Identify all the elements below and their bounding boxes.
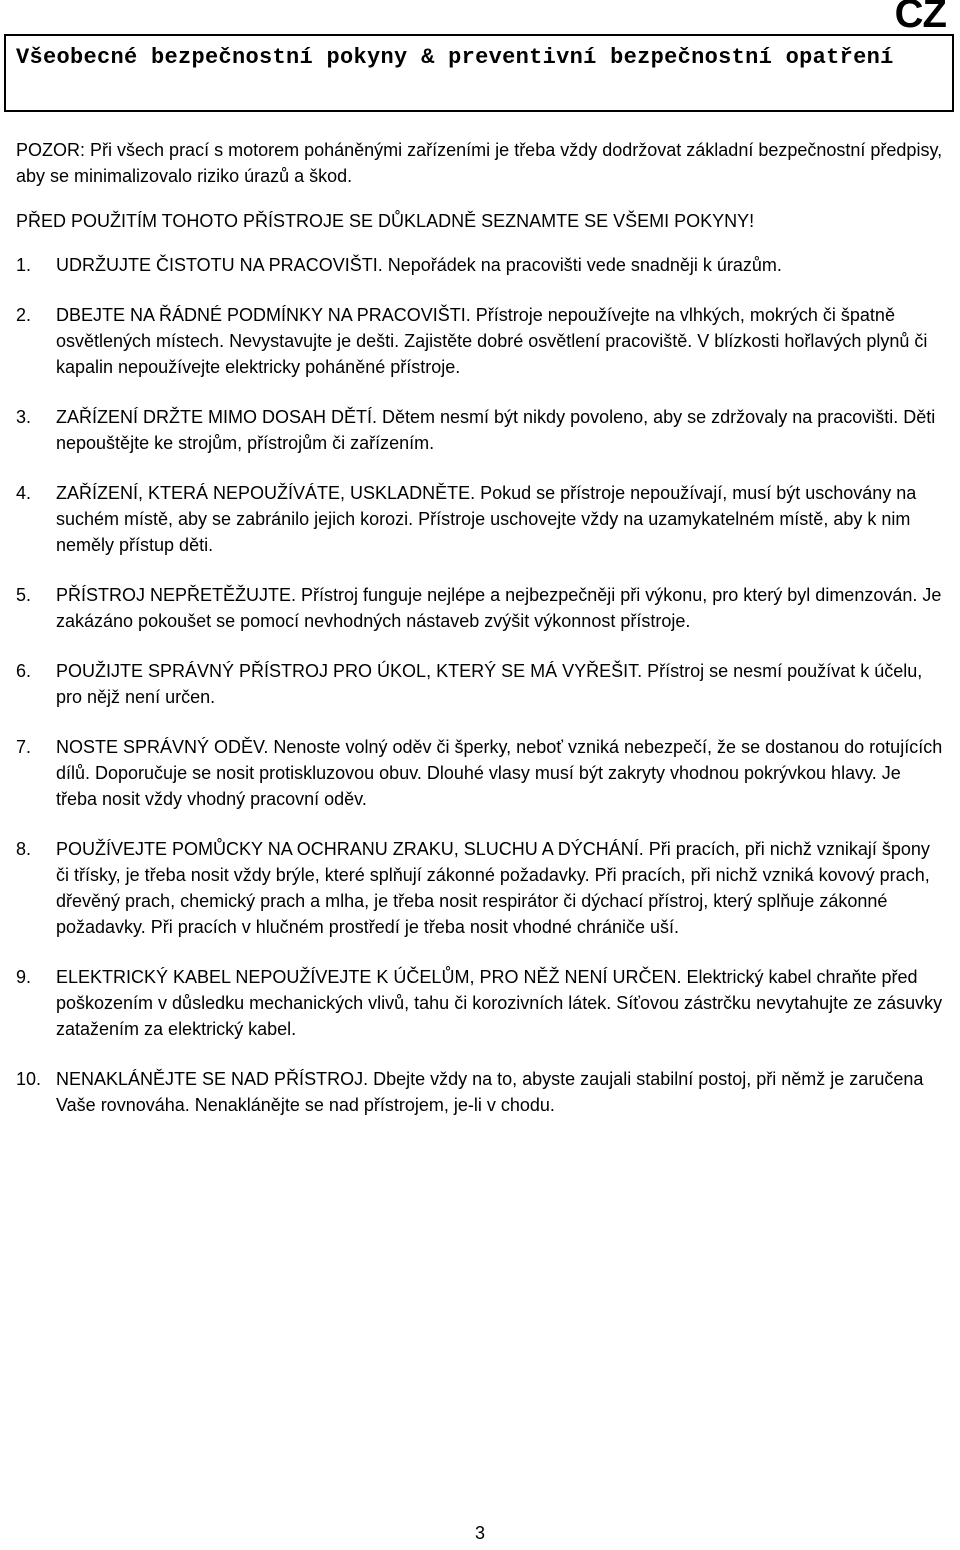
document-body xyxy=(16,137,944,1142)
language-code: CZ xyxy=(894,0,946,36)
document-title: Všeobecné bezpečnostní pokyny & preventivní bezpečnostní opatření xyxy=(16,45,894,70)
safety-rule xyxy=(16,582,944,634)
rule-text: POUŽIJTE SPRÁVNÝ PŘÍSTROJ PRO ÚKOL, KTERÝ SE MÁ VYŘEŠIT. Přístroj se nesmí používat k účelu, pro nějž není určen. xyxy=(56,661,923,707)
rule-number: 5. xyxy=(16,585,32,605)
rule-text: NENAKLÁNĚJTE SE NAD PŘÍSTROJ. Dbejte vždy na to, abyste zaujali stabilní postoj, při němž je zaručena Vaše rovnováha. Nenaklánějte se nad přístrojem, je-li v chodu. xyxy=(56,1069,924,1115)
rule-number: 10. xyxy=(16,1069,42,1089)
warning-text: Při všech prací s motorem poháněnými zařízeními je třeba vždy dodržovat základní bezpečnostní předpisy, aby se minimalizovalo riziko úrazů a škod. xyxy=(16,140,943,186)
rule-number: 6. xyxy=(16,661,32,681)
rule-number: 8. xyxy=(16,839,32,859)
safety-rule xyxy=(16,734,944,812)
warning-label: POZOR: xyxy=(16,140,86,160)
rule-number: 4. xyxy=(16,483,32,503)
page-number: 3 xyxy=(474,1523,485,1543)
safety-rule xyxy=(16,302,944,380)
rule-text: POUŽÍVEJTE POMŮCKY NA OCHRANU ZRAKU, SLUCHU A DÝCHÁNÍ. Při pracích, při nichž vznikají špony či třísky, je třeba nosit vždy brýle, které splňují zákonné požadavky. Při pracích, při nichž vzniká kovový prach, dřevěný prach, chemický prach a mlha, je třeba nosit respirátor či dýchací přístroj, který splňuje zákonné požadavky. Při pracích v hlučném prostředí je třeba nosit vhodné chrániče uší. xyxy=(56,839,930,937)
rule-number: 2. xyxy=(16,305,32,325)
rule-text: ZAŘÍZENÍ, KTERÁ NEPOUŽÍVÁTE, USKLADNĚTE. Pokud se přístroje nepoužívají, musí být uschovány na suchém místě, aby se zabránilo jejich korozi. Přístroje uschovejte vždy na uzamykatelném místě, aby k nim neměly přístup děti. xyxy=(56,483,917,555)
read-instructions-notice: PŘED POUŽITÍM TOHOTO PŘÍSTROJE SE DŮKLADNĚ SEZNAMTE SE VŠEMI POKYNY! xyxy=(16,211,755,231)
warning-paragraph xyxy=(16,137,944,189)
rule-number: 1. xyxy=(16,255,32,275)
rule-number: 7. xyxy=(16,737,32,757)
safety-rule xyxy=(16,252,944,278)
safety-rule xyxy=(16,836,944,940)
rule-text: UDRŽUJTE ČISTOTU NA PRACOVIŠTI. Nepořádek na pracovišti vede snadněji k úrazům. xyxy=(56,255,782,275)
rule-text: ELEKTRICKÝ KABEL NEPOUŽÍVEJTE K ÚČELŮM, PRO NĚŽ NENÍ URČEN. Elektrický kabel chraňte před poškozením v důsledku mechanických vlivů, tahu či korozivních látek. Síťovou zástrčku nevytahujte ze zásuvky zatažením za elektrický kabel. xyxy=(56,967,943,1039)
safety-rule xyxy=(16,480,944,558)
safety-rule xyxy=(16,964,944,1042)
rule-text: PŘÍSTROJ NEPŘETĚŽUJTE. Přístroj funguje nejlépe a nejbezpečněji při výkonu, pro který byl dimenzován. Je zakázáno pokoušet se pomocí nevhodných nástaveb zvýšit výkonnost přístroje. xyxy=(56,585,942,631)
rule-text: DBEJTE NA ŘÁDNÉ PODMÍNKY NA PRACOVIŠTI. Přístroje nepoužívejte na vlhkých, mokrých či špatně osvětlených místech. Nevystavujte je dešti. Zajistěte dobré osvětlení pracoviště. V blízkosti hořlavých plynů či kapalin nepoužívejte elektricky poháněné přístroje. xyxy=(56,305,928,377)
safety-rule xyxy=(16,658,944,710)
rule-text: ZAŘÍZENÍ DRŽTE MIMO DOSAH DĚTÍ. Dětem nesmí být nikdy povoleno, aby se zdržovaly na pracovišti. Děti nepouštějte ke strojům, přístrojům či zařízením. xyxy=(56,407,936,453)
rule-number: 3. xyxy=(16,407,32,427)
safety-rule xyxy=(16,404,944,456)
title-box xyxy=(4,34,954,112)
rule-text: NOSTE SPRÁVNÝ ODĚV. Nenoste volný oděv či šperky, neboť vzniká nebezpečí, že se dostanou do rotujících dílů. Doporučuje se nosit protiskluzovou obuv. Dlouhé vlasy musí být zakryty vhodnou pokrývkou hlavy. Je třeba nosit vždy vhodný pracovní oděv. xyxy=(56,737,943,809)
rule-number: 9. xyxy=(16,967,32,987)
safety-rule xyxy=(16,1066,944,1118)
